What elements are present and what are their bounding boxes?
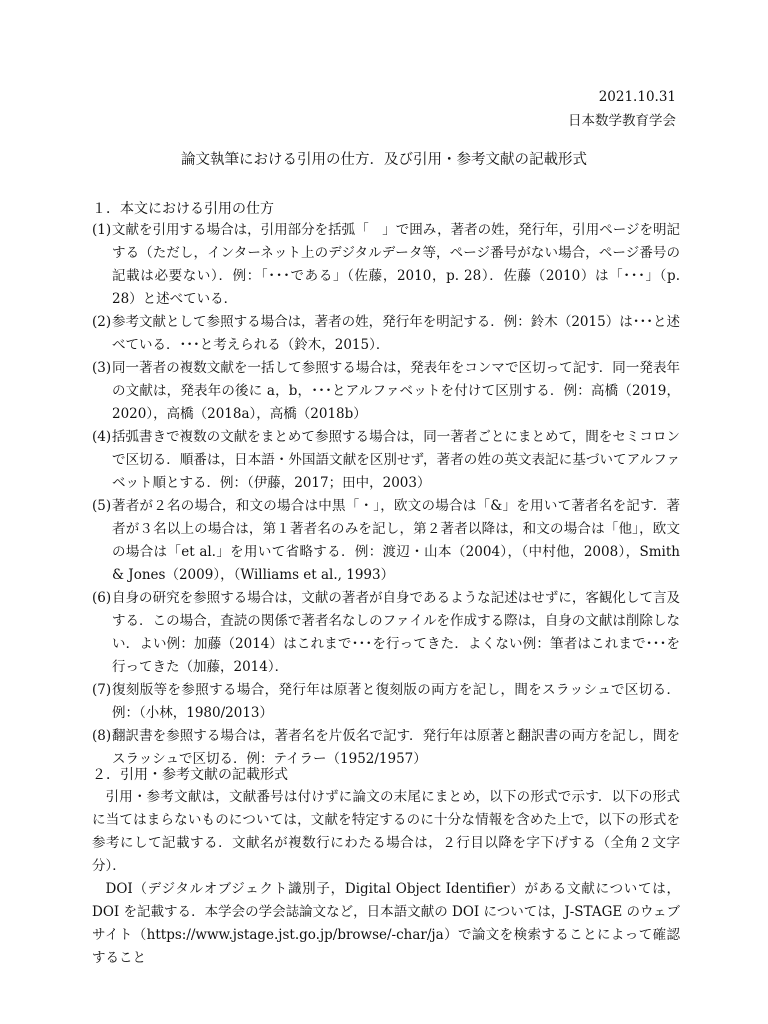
paragraph: 引用・参考文献は，文献番号は付けずに論文の末尾にまとめ，以下の形式で示す．以下の形式に当てはまらないものについては，文献を特定するのに十分な情報を含めた上で，以下の形式を参考にして記載する．文献名が複数行にわたる場合は，２行目以降を字下げする（全角２文字分）．	[92, 789, 680, 874]
item-text: 著者が２名の場合，和文の場合は中黒「・」，欧文の場合は「&」を用いて著者名を記す．著者が３名以上の場合は，第１著者名のみを記し，第２著者以降は，和文の場合は「他」，欧文の場合は「et al.」を用いて省略する．例：渡辺・山本（2004），（中村他，2008），Smith & Jones（2009），（Williams et al., 1993）	[112, 498, 680, 583]
item-text: 自身の研究を参照する場合は，文献の著者が自身であるような記述はせずに，客観化して言及する．この場合，査読の関係で著者名なしのファイルを作成する際は，自身の文献は削除しない．よい例：加藤（2014）はこれまで･･･を行ってきた．よくない例：筆者はこれまで･･･を行ってきた（加藤，2014）．	[112, 590, 680, 675]
paragraph: DOI（デジタルオブジェクト識別子，Digital Object Identifier）がある文献については，DOI を記載する．本学会の学会誌論文など，日本語文献の DOI については，J-STAGE のウェブサイト（https://www.jstage.jst.go.jp/browse/-char/ja）で論文を検索することによって確認すること	[92, 881, 680, 966]
section-2-heading: ２．引用・参考文献の記載形式	[92, 767, 288, 783]
item-number: (1)	[92, 222, 112, 238]
document-date: 2021.10.31	[598, 89, 676, 105]
list-item	[92, 679, 680, 725]
item-text: 同一著者の複数文献を一括して参照する場合は，発表年をコンマで区切って記す．同一発表年の文献は，発表年の後に a，b，･･･とアルファベットを付けて区別する．例：高橋（2019，2020），高橋（2018a），高橋（2018b）	[112, 360, 680, 422]
item-text: 括弧書きで複数の文献をまとめて参照する場合は，同一著者ごとにまとめて，間をセミコロンで区切る．順番は，日本語・外国語文献を区別せず，著者の姓の英文表記に基づいてアルファベット順とする．例：（伊藤，2017；田中，2003）	[112, 429, 680, 491]
list-item	[92, 311, 680, 357]
item-number: (6)	[92, 590, 112, 606]
item-number: (8)	[92, 728, 112, 744]
item-text: 復刻版等を参照する場合，発行年は原著と復刻版の両方を記し，間をスラッシュで区切る．例：（小林，1980/2013）	[112, 682, 680, 721]
document-title: 論文執筆における引用の仕方．及び引用・参考文献の記載形式	[181, 152, 587, 168]
list-item	[92, 587, 680, 679]
organization-name: 日本数学教育学会	[568, 113, 676, 129]
item-number: (2)	[92, 314, 112, 330]
item-text: 参考文献として参照する場合は，著者の姓，発行年を明記する．例：鈴木（2015）は･･･と述べている．･･･と考えられる（鈴木，2015）．	[112, 314, 680, 353]
section-2-body	[92, 786, 680, 970]
list-item	[92, 495, 680, 587]
list-item	[92, 426, 680, 495]
item-text: 翻訳書を参照する場合は，著者名を片仮名で記す．発行年は原著と翻訳書の両方を記し，間をスラッシュで区切る．例：テイラー（1952/1957）	[112, 728, 680, 767]
section-1-heading: １．本文における引用の仕方	[92, 201, 274, 217]
citation-rules-list	[92, 219, 680, 771]
item-number: (4)	[92, 429, 112, 445]
item-number: (3)	[92, 360, 112, 376]
item-number: (7)	[92, 682, 112, 698]
list-item	[92, 357, 680, 426]
item-number: (5)	[92, 498, 112, 514]
list-item	[92, 219, 680, 311]
item-text: 文献を引用する場合は，引用部分を括弧「 」で囲み，著者の姓，発行年，引用ページを明記する（ただし，インターネット上のデジタルデータ等，ページ番号がない場合，ページ番号の記載は必要ない）．例：「･･･である」（佐藤，2010，p. 28）．佐藤（2010）は「･･･」（p. 28）と述べている．	[112, 222, 680, 307]
